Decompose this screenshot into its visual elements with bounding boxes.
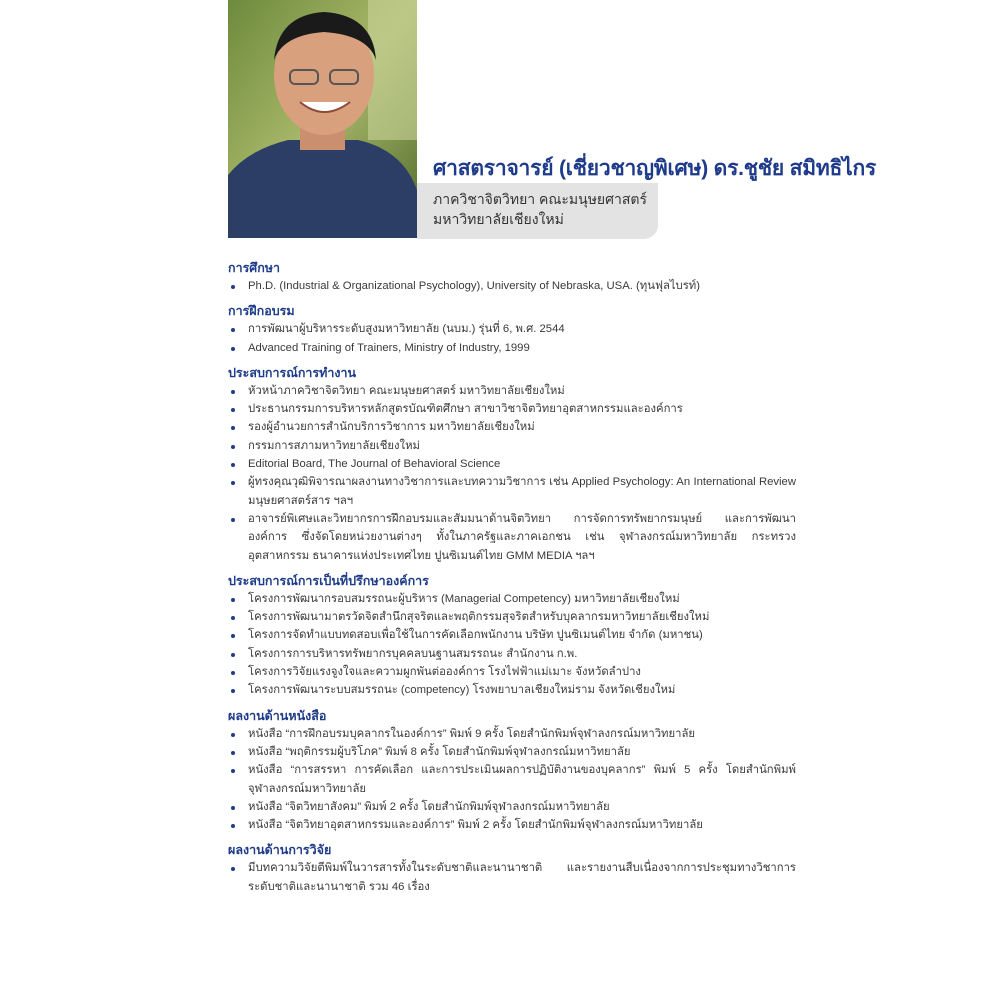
section-heading: การศึกษา xyxy=(228,261,281,275)
cv-section xyxy=(228,841,796,896)
list-item: Editorial Board, The Journal of Behavioral Science xyxy=(228,455,796,473)
list-item: การพัฒนาผู้บริหารระดับสูงมหาวิทยาลัย (นบม.) รุ่นที่ 6, พ.ศ. 2544 xyxy=(228,320,796,338)
cv-section xyxy=(228,259,796,295)
section-heading: ผลงานด้านการวิจัย xyxy=(228,843,332,858)
bullet-list xyxy=(228,859,796,896)
list-item: รองผู้อำนวยการสำนักบริการวิชาการ มหาวิทยาลัยเชียงใหม่ xyxy=(228,418,796,436)
section-heading: ผลงานด้านหนังสือ xyxy=(228,708,327,723)
list-item: หนังสือ “การฝึกอบรมบุคลากรในองค์การ” พิมพ์ 9 ครั้ง โดยสำนักพิมพ์จุฬาลงกรณ์มหาวิทยาลัย xyxy=(228,725,796,743)
bullet-list xyxy=(228,277,796,295)
cv-section xyxy=(228,364,796,565)
list-item: มีบทความวิจัยตีพิมพ์ในวารสารทั้งในระดับชาติและนานาชาติ และรายงานสืบเนื่องจากการประชุมทางวิชาการระดับชาติและนานาชาติ รวม 46 เรื่อง xyxy=(228,859,796,896)
list-item: โครงการพัฒนามาตรวัดจิตสำนึกสุจริตและพฤติกรรมสุจริตสำหรับบุคลากรมหาวิทยาลัยเชียงใหม่ xyxy=(228,608,796,626)
list-item: Ph.D. (Industrial & Organizational Psychology), University of Nebraska, USA. (ทุนฟุลไบรท์) xyxy=(228,277,796,295)
list-item: โครงการพัฒนากรอบสมรรถนะผู้บริหาร (Managerial Competency) มหาวิทยาลัยเชียงใหม่ xyxy=(228,590,796,608)
department-line: ภาควิชาจิตวิทยา คณะมนุษยศาสตร์ xyxy=(433,191,648,207)
person-name-title: ศาสตราจารย์ (เชี่ยวชาญพิเศษ) ดร.ชูชัย สมิทธิไกร xyxy=(433,157,877,180)
list-item: โครงการจัดทำแบบทดสอบเพื่อใช้ในการคัดเลือกพนักงาน บริษัท ปูนซิเมนต์ไทย จำกัด (มหาชน) xyxy=(228,626,796,644)
bullet-list xyxy=(228,382,796,565)
list-item: หนังสือ “จิตวิทยาสังคม” พิมพ์ 2 ครั้ง โดยสำนักพิมพ์จุฬาลงกรณ์มหาวิทยาลัย xyxy=(228,798,796,816)
bullet-list xyxy=(228,590,796,700)
cv-section xyxy=(228,707,796,835)
cv-section xyxy=(228,572,796,700)
list-item: โครงการพัฒนาระบบสมรรถนะ (competency) โรงพยาบาลเชียงใหม่ราม จังหวัดเชียงใหม่ xyxy=(228,681,796,699)
bullet-list xyxy=(228,320,796,357)
list-item: หัวหน้าภาควิชาจิตวิทยา คณะมนุษยศาสตร์ มหาวิทยาลัยเชียงใหม่ xyxy=(228,382,796,400)
section-heading: การฝึกอบรม xyxy=(228,304,295,319)
bullet-list xyxy=(228,725,796,835)
list-item: กรรมการสภามหาวิทยาลัยเชียงใหม่ xyxy=(228,437,796,455)
cv-section xyxy=(228,302,796,357)
list-item: อาจารย์พิเศษและวิทยากรการฝึกอบรมและสัมมนาด้านจิตวิทยา การจัดการทรัพยากรมนุษย์ และการพัฒนาองค์การ ซึ่งจัดโดยหน่วยงานต่างๆ ทั้งในภาครัฐและภาคเอกชน เช่น จุฬาลงกรณ์มหาวิทยาลัย กระทรวงอุตสาหกรรม ธนาคารแห่งประเทศไทย ปูนซิเมนต์ไทย GMM MEDIA ฯลฯ xyxy=(228,510,796,565)
portrait-image xyxy=(228,0,417,238)
university-line: มหาวิทยาลัยเชียงใหม่ xyxy=(433,211,564,227)
cv-content xyxy=(228,259,796,896)
list-item: ประธานกรรมการบริหารหลักสูตรบัณฑิตศึกษา สาขาวิชาจิตวิทยาอุตสาหกรรมและองค์การ xyxy=(228,400,796,418)
list-item: โครงการวิจัยแรงจูงใจและความผูกพันต่อองค์การ โรงไฟฟ้าแม่เมาะ จังหวัดลำปาง xyxy=(228,663,796,681)
department xyxy=(433,189,647,229)
list-item: โครงการการบริหารทรัพยากรบุคคลบนฐานสมรรถนะ สำนักงาน ก.พ. xyxy=(228,645,796,663)
list-item: หนังสือ “พฤติกรรมผู้บริโภค” พิมพ์ 8 ครั้ง โดยสำนักพิมพ์จุฬาลงกรณ์มหาวิทยาลัย xyxy=(228,743,796,761)
section-heading: ประสบการณ์การเป็นที่ปรึกษาองค์การ xyxy=(228,573,429,588)
profile-photo xyxy=(228,0,417,238)
section-heading: ประสบการณ์การทำงาน xyxy=(228,365,357,380)
list-item: ผู้ทรงคุณวุฒิพิจารณาผลงานทางวิชาการและบทความวิชาการ เช่น Applied Psychology: An International Review มนุษยศาสตร์สาร ฯลฯ xyxy=(228,473,796,510)
list-item: หนังสือ “การสรรหา การคัดเลือก และการประเมินผลการปฏิบัติงานของบุคลากร” พิมพ์ 5 ครั้ง โดยสำนักพิมพ์จุฬาลงกรณ์มหาวิทยาลัย xyxy=(228,761,796,798)
list-item: Advanced Training of Trainers, Ministry of Industry, 1999 xyxy=(228,339,796,357)
list-item: หนังสือ “จิตวิทยาอุตสาหกรรมและองค์การ” พิมพ์ 2 ครั้ง โดยสำนักพิมพ์จุฬาลงกรณ์มหาวิทยาลัย xyxy=(228,816,796,834)
